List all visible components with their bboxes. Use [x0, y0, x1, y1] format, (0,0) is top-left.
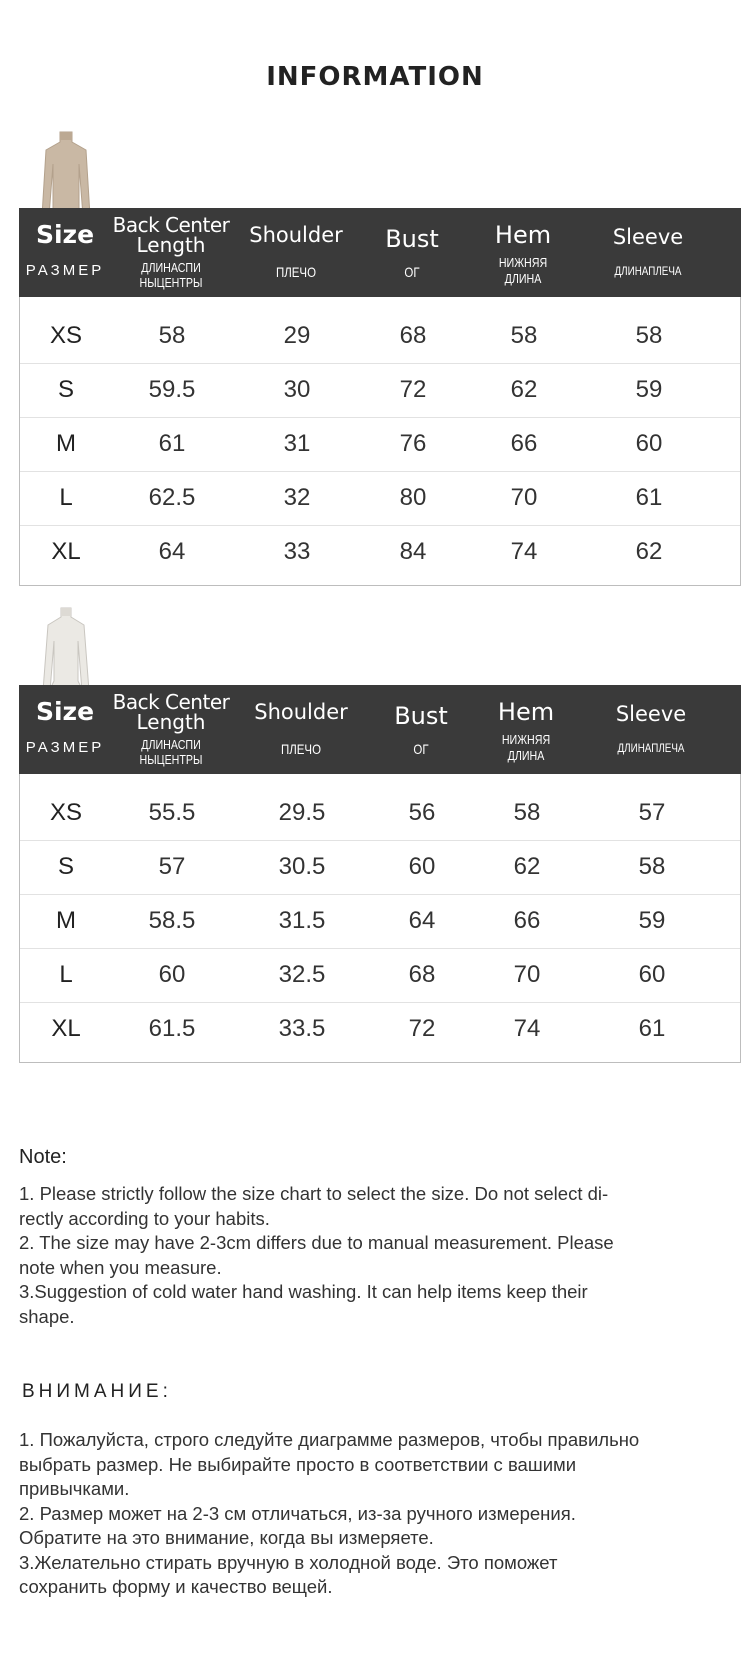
note-line: 1. Пожалуйста, строго следуйте диаграмме размеров, чтобы правильно — [19, 1429, 640, 1450]
table-row: M 61 31 76 66 60 — [20, 417, 740, 472]
note-line: сохранить форму и качество вещей. — [19, 1576, 333, 1597]
table-row: S 57 30.5 60 62 58 — [20, 840, 740, 895]
table-row: XS 58 29 68 58 58 — [20, 309, 740, 364]
table-row: S 59.5 30 72 62 59 — [20, 363, 740, 418]
size-table-2 — [19, 685, 741, 1063]
note-body-ru — [19, 1428, 719, 1600]
note-title: Note: — [19, 1146, 67, 1168]
table-row: L 60 32.5 68 70 60 — [20, 948, 740, 1003]
table-row: XL 64 33 84 74 62 — [51, 538, 663, 565]
note-line: 2. The size may have 2-3cm differs due to manual measurement. Please — [19, 1232, 614, 1253]
table-row: L 62.5 32 80 70 61 — [20, 471, 740, 526]
col-back-center-length: Back Center Length ДЛИНАСПИ НЫЦЕНТРЫ — [112, 213, 230, 290]
page-title: INFORMATION — [266, 62, 484, 92]
white-sweater-icon — [36, 606, 96, 696]
note-line: 2. Размер может на 2-3 см отличаться, из-за ручного измерения. — [19, 1502, 576, 1524]
col-bust: Bust ОГ — [394, 702, 448, 757]
col-size: Size РАЗМЕР — [25, 220, 105, 279]
col-size: Size РАЗМЕР — [25, 697, 105, 756]
note-title-ru: ВНИМАНИЕ: — [22, 1381, 172, 1402]
note-line: привычками. — [19, 1478, 130, 1499]
note-line: выбрать размер. Не выбирайте просто в соответствии с вашими — [19, 1453, 577, 1475]
table-body — [19, 774, 741, 1063]
note-line: 1. Please strictly follow the size chart to select the size. Do not select di- — [19, 1183, 609, 1204]
col-back-center-length: Back Center Length ДЛИНАСПИ НЫЦЕНТРЫ — [112, 690, 230, 767]
col-shoulder: Shoulder ПЛЕЧО — [254, 700, 348, 757]
note-body — [19, 1182, 719, 1329]
table-header — [19, 685, 741, 774]
note-line: 3.Suggestion of cold water hand washing. It can help items keep their — [19, 1281, 588, 1302]
note-line: rectly according to your habits. — [19, 1207, 270, 1229]
beige-sweater-icon — [36, 130, 96, 220]
col-sleeve: Sleeve ДЛИНАПЛЕЧА — [612, 225, 684, 278]
size-table-1 — [19, 208, 741, 586]
note-line: note when you measure. — [19, 1256, 222, 1278]
col-bust: Bust ОГ — [385, 225, 439, 280]
table-row: M 58.5 31.5 64 66 59 — [20, 894, 740, 949]
note-line: 3.Желательно стирать вручную в холодной воде. Это поможет — [19, 1551, 558, 1573]
table-header — [19, 208, 741, 297]
col-shoulder: Shoulder ПЛЕЧО — [249, 223, 343, 280]
table-body — [19, 297, 741, 586]
col-sleeve: Sleeve ДЛИНАПЛЕЧА — [615, 702, 687, 755]
table-row: XS 55.5 29.5 56 58 57 — [20, 786, 740, 841]
col-hem: Hem НИЖНЯЯ ДЛИНА — [497, 698, 555, 763]
table-row: XL 61.5 33.5 72 74 61 — [51, 1015, 666, 1042]
note-line: shape. — [19, 1305, 75, 1327]
col-hem: Hem НИЖНЯЯ ДЛИНА — [494, 221, 552, 286]
note-line: Обратите на это внимание, когда вы измеряете. — [19, 1527, 434, 1548]
